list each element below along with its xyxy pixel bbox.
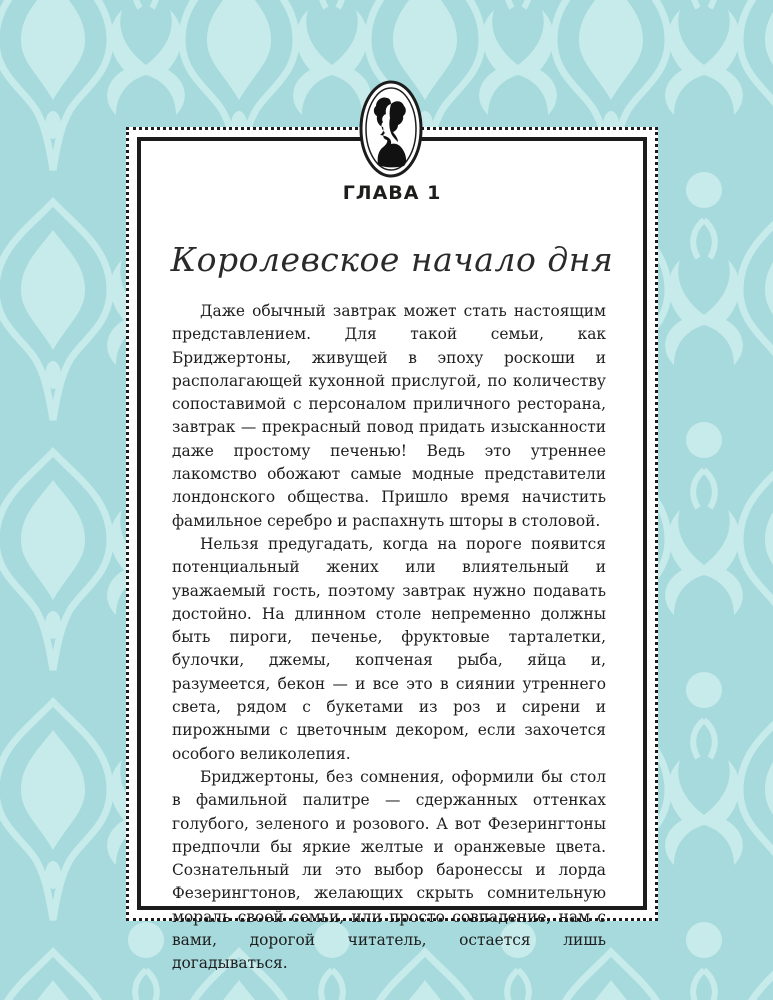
page-title: Королевское начало дня (170, 240, 614, 279)
paragraph: Нельзя предугадать, когда на пороге появится потенциальный жених или влиятельный и уважаемый гость, поэтому завтрак нужно подавать достойно. На длинном столе непременно должны быть пироги, печенье, фруктовые тарталетки, булочки, джемы, копченая рыба, яйца и, разумеется, бекон — и все это в сиянии утреннего света, рядом с букетами из роз и сирени и пирожными с цветочным декором, если захочется особого великолепия. (172, 534, 606, 763)
chapter-label: ГЛАВА 1 (342, 182, 442, 204)
cameo-icon (358, 78, 424, 180)
body-text (172, 300, 606, 976)
paragraph: Даже обычный завтрак может стать настоящим представлением. Для такой семьи, как Бриджертоны, живущей в эпоху роскоши и располагающей кухонной прислугой, по количеству сопоставимой с персоналом приличного ресторана, завтрак — прекрасный повод придать изысканности даже простому печенью! Ведь это утреннее лакомство обожают самые модные представители лондонского общества. Пришло время начистить фамильное серебро и распахнуть шторы в столовой. (172, 302, 606, 530)
paragraph: Бриджертоны, без сомнения, оформили бы стол в фамильной палитре — сдержанных оттенках голубого, зеленого и розового. А вот Фезерингтоны предпочли бы яркие желтые и оранжевые цвета. Сознательный ли это выбор баронессы и лорда Фезерингтонов, желающих скрыть сомнительную мораль своей семьи, или просто совпадение, нам с вами, дорогой читатель, остается лишь догадываться. (172, 767, 606, 973)
